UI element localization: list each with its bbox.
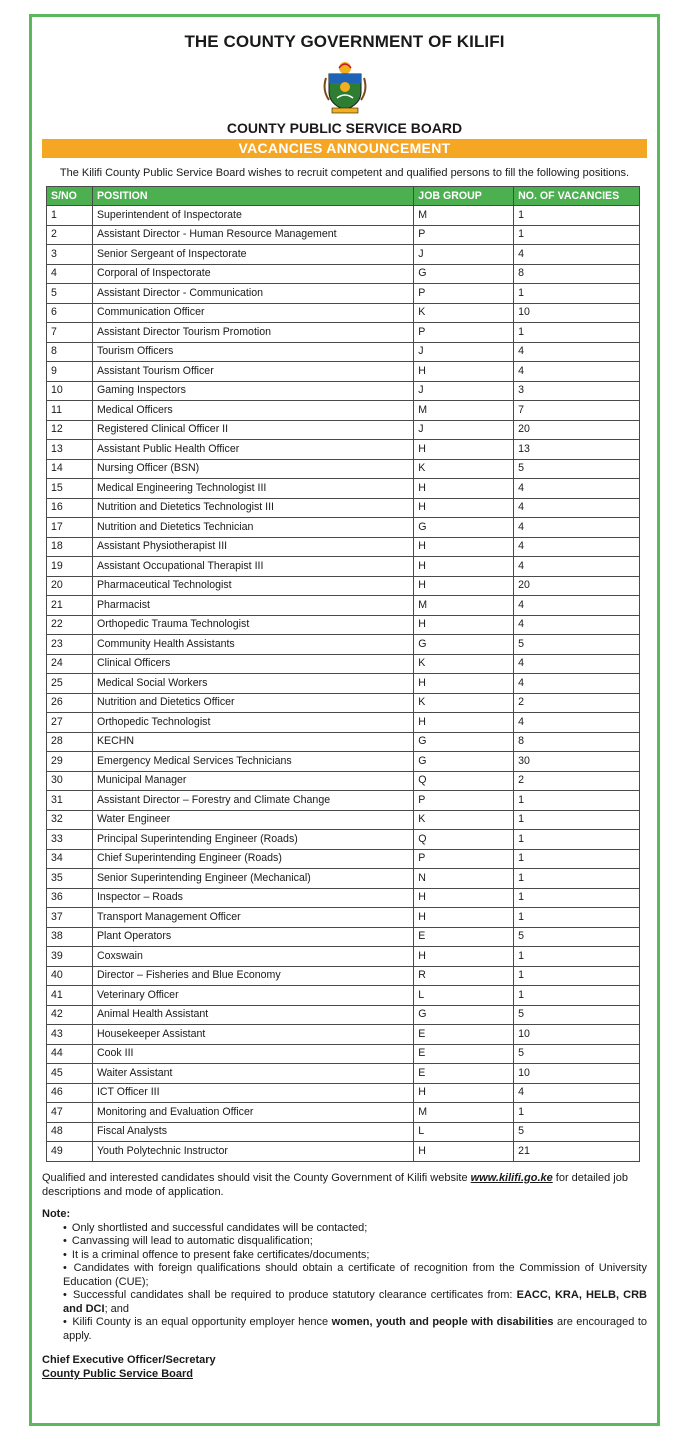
cell-vacancies: 2 bbox=[514, 771, 640, 791]
cell-sno: 27 bbox=[47, 713, 93, 733]
signature-title: Chief Executive Officer/Secretary bbox=[42, 1354, 216, 1366]
note-text: Canvassing will lead to automatic disqualification; bbox=[71, 1235, 313, 1247]
cell-vacancies: 5 bbox=[514, 635, 640, 655]
cell-vacancies: 20 bbox=[514, 420, 640, 440]
cell-job-group: E bbox=[414, 1025, 514, 1045]
cell-sno: 8 bbox=[47, 342, 93, 362]
cell-position: Senior Superintending Engineer (Mechanical) bbox=[92, 869, 413, 889]
cell-job-group: J bbox=[414, 381, 514, 401]
column-header-job-group: JOB GROUP bbox=[414, 187, 514, 206]
cell-vacancies: 21 bbox=[514, 1142, 640, 1162]
cell-position: Nursing Officer (BSN) bbox=[92, 459, 413, 479]
cell-job-group: E bbox=[414, 927, 514, 947]
note-text: It is a criminal offence to present fake certificates/documents; bbox=[71, 1248, 370, 1261]
cell-position: Corporal of Inspectorate bbox=[92, 264, 413, 284]
table-row bbox=[47, 1005, 640, 1025]
cell-sno: 32 bbox=[47, 810, 93, 830]
cell-job-group: H bbox=[414, 674, 514, 694]
cell-position: Waiter Assistant bbox=[92, 1064, 413, 1084]
cell-vacancies: 10 bbox=[514, 1064, 640, 1084]
cell-vacancies: 4 bbox=[514, 674, 640, 694]
note-text: ; and bbox=[104, 1302, 130, 1315]
cell-sno: 42 bbox=[47, 1005, 93, 1025]
table-row bbox=[47, 908, 640, 928]
cell-position: Nutrition and Dietetics Officer bbox=[92, 693, 413, 713]
cell-job-group: K bbox=[414, 693, 514, 713]
cell-job-group: H bbox=[414, 1142, 514, 1162]
cell-job-group: H bbox=[414, 576, 514, 596]
cell-sno: 16 bbox=[47, 498, 93, 518]
cell-job-group: G bbox=[414, 732, 514, 752]
cell-sno: 34 bbox=[47, 849, 93, 869]
column-header-vacancies: NO. OF VACANCIES bbox=[514, 187, 640, 206]
cell-job-group: H bbox=[414, 557, 514, 577]
table-row bbox=[47, 264, 640, 284]
cell-position: Communication Officer bbox=[92, 303, 413, 323]
cell-position: KECHN bbox=[92, 732, 413, 752]
cell-vacancies: 4 bbox=[514, 479, 640, 499]
cell-position: Housekeeper Assistant bbox=[92, 1025, 413, 1045]
cell-position: Inspector – Roads bbox=[92, 888, 413, 908]
note-text: Successful candidates shall be required to produce statutory clearance certificates from: bbox=[73, 1289, 517, 1301]
table-row bbox=[47, 459, 640, 479]
table-row bbox=[47, 986, 640, 1006]
cell-sno: 40 bbox=[47, 966, 93, 986]
cell-job-group: Q bbox=[414, 830, 514, 850]
cell-sno: 29 bbox=[47, 752, 93, 772]
cell-position: Assistant Director Tourism Promotion bbox=[92, 323, 413, 343]
table-row bbox=[47, 1083, 640, 1103]
cell-sno: 6 bbox=[47, 303, 93, 323]
cell-sno: 11 bbox=[47, 401, 93, 421]
cell-job-group: H bbox=[414, 537, 514, 557]
cell-job-group: H bbox=[414, 440, 514, 460]
table-row bbox=[47, 284, 640, 304]
cell-job-group: H bbox=[414, 713, 514, 733]
cell-vacancies: 5 bbox=[514, 1044, 640, 1064]
advert-frame bbox=[29, 14, 660, 1426]
cell-position: Registered Clinical Officer II bbox=[92, 420, 413, 440]
table-row bbox=[47, 1025, 640, 1045]
cell-position: Assistant Public Health Officer bbox=[92, 440, 413, 460]
cell-sno: 41 bbox=[47, 986, 93, 1006]
vacancies-banner: VACANCIES ANNOUNCEMENT bbox=[42, 139, 647, 158]
cell-job-group: M bbox=[414, 596, 514, 616]
note-text: Only shortlisted and successful candidates will be contacted; bbox=[71, 1221, 368, 1234]
cell-position: Youth Polytechnic Instructor bbox=[92, 1142, 413, 1162]
cell-position: Medical Officers bbox=[92, 401, 413, 421]
cell-job-group: G bbox=[414, 264, 514, 284]
cell-vacancies: 8 bbox=[514, 264, 640, 284]
cell-position: Orthopedic Trauma Technologist bbox=[92, 615, 413, 635]
table-row bbox=[47, 693, 640, 713]
cell-sno: 30 bbox=[47, 771, 93, 791]
column-header-sno: S/NO bbox=[47, 187, 93, 206]
table-row bbox=[47, 401, 640, 421]
cell-job-group: G bbox=[414, 518, 514, 538]
table-row bbox=[47, 1044, 640, 1064]
table-row bbox=[47, 342, 640, 362]
signature-block bbox=[42, 1353, 647, 1381]
table-row bbox=[47, 791, 640, 811]
cell-sno: 24 bbox=[47, 654, 93, 674]
table-row bbox=[47, 927, 640, 947]
cell-position: Cook III bbox=[92, 1044, 413, 1064]
cell-job-group: N bbox=[414, 869, 514, 889]
table-row bbox=[47, 596, 640, 616]
cell-position: Monitoring and Evaluation Officer bbox=[92, 1103, 413, 1123]
cell-job-group: H bbox=[414, 1083, 514, 1103]
cell-vacancies: 1 bbox=[514, 791, 640, 811]
cell-vacancies: 5 bbox=[514, 1122, 640, 1142]
cell-sno: 4 bbox=[47, 264, 93, 284]
instructions-text-after: for detailed job descriptions and mode of application. bbox=[42, 1171, 628, 1198]
cell-job-group: M bbox=[414, 206, 514, 226]
cell-vacancies: 4 bbox=[514, 342, 640, 362]
cell-sno: 3 bbox=[47, 245, 93, 265]
cell-position: Pharmaceutical Technologist bbox=[92, 576, 413, 596]
table-row bbox=[47, 1142, 640, 1162]
cell-vacancies: 8 bbox=[514, 732, 640, 752]
table-header-row bbox=[47, 187, 640, 206]
note-item: • Only shortlisted and successful candidates will be contacted; bbox=[63, 1221, 368, 1234]
cell-vacancies: 2 bbox=[514, 693, 640, 713]
cell-sno: 18 bbox=[47, 537, 93, 557]
cell-sno: 36 bbox=[47, 888, 93, 908]
table-row bbox=[47, 771, 640, 791]
table-row bbox=[47, 830, 640, 850]
cell-vacancies: 1 bbox=[514, 284, 640, 304]
table-row bbox=[47, 440, 640, 460]
website-link[interactable]: www.kilifi.go.ke bbox=[470, 1171, 553, 1184]
cell-vacancies: 13 bbox=[514, 440, 640, 460]
cell-position: Gaming Inspectors bbox=[92, 381, 413, 401]
cell-sno: 7 bbox=[47, 323, 93, 343]
cell-job-group: H bbox=[414, 498, 514, 518]
cell-position: Superintendent of Inspectorate bbox=[92, 206, 413, 226]
cell-vacancies: 10 bbox=[514, 303, 640, 323]
cell-job-group: M bbox=[414, 1103, 514, 1123]
cell-position: Nutrition and Dietetics Technician bbox=[92, 518, 413, 538]
table-row bbox=[47, 869, 640, 889]
cell-job-group: H bbox=[414, 908, 514, 928]
cell-position: Orthopedic Technologist bbox=[92, 713, 413, 733]
cell-vacancies: 20 bbox=[514, 576, 640, 596]
cell-job-group: G bbox=[414, 635, 514, 655]
cell-sno: 26 bbox=[47, 693, 93, 713]
note-item: • It is a criminal offence to present fake certificates/documents; bbox=[63, 1248, 370, 1261]
cell-position: Assistant Tourism Officer bbox=[92, 362, 413, 382]
cell-job-group: P bbox=[414, 849, 514, 869]
cell-vacancies: 7 bbox=[514, 401, 640, 421]
table-row bbox=[47, 518, 640, 538]
cell-vacancies: 1 bbox=[514, 888, 640, 908]
cell-job-group: H bbox=[414, 362, 514, 382]
cell-position: Municipal Manager bbox=[92, 771, 413, 791]
cell-job-group: H bbox=[414, 479, 514, 499]
cell-position: Director – Fisheries and Blue Economy bbox=[92, 966, 413, 986]
cell-vacancies: 1 bbox=[514, 966, 640, 986]
table-row bbox=[47, 362, 640, 382]
cell-sno: 2 bbox=[47, 225, 93, 245]
cell-job-group: K bbox=[414, 654, 514, 674]
cell-sno: 23 bbox=[47, 635, 93, 655]
cell-position: Plant Operators bbox=[92, 927, 413, 947]
note-bold-text: EACC, KRA, HELB, CRB and DCI bbox=[63, 1289, 647, 1315]
note-item: • Canvassing will lead to automatic disqualification; bbox=[63, 1235, 313, 1247]
cell-position: Tourism Officers bbox=[92, 342, 413, 362]
note-item: • Successful candidates shall be required to produce statutory clearance certificates from: EACC, KRA, HELB, CRB and DCI; and bbox=[63, 1289, 647, 1315]
cell-vacancies: 5 bbox=[514, 459, 640, 479]
cell-vacancies: 1 bbox=[514, 830, 640, 850]
cell-sno: 14 bbox=[47, 459, 93, 479]
table-row bbox=[47, 713, 640, 733]
note-item: • Kilifi County is an equal opportunity employer hence women, youth and people with disabilities are encouraged to apply. bbox=[63, 1316, 648, 1342]
table-row bbox=[47, 947, 640, 967]
cell-job-group: K bbox=[414, 810, 514, 830]
table-row bbox=[47, 752, 640, 772]
cell-vacancies: 4 bbox=[514, 596, 640, 616]
cell-job-group: J bbox=[414, 420, 514, 440]
cell-sno: 5 bbox=[47, 284, 93, 304]
table-row bbox=[47, 479, 640, 499]
cell-position: Assistant Occupational Therapist III bbox=[92, 557, 413, 577]
table-row bbox=[47, 674, 640, 694]
cell-vacancies: 1 bbox=[514, 869, 640, 889]
cell-job-group: G bbox=[414, 752, 514, 772]
cell-sno: 21 bbox=[47, 596, 93, 616]
cell-sno: 33 bbox=[47, 830, 93, 850]
table-body bbox=[47, 206, 640, 1162]
note-text: are encouraged to apply. bbox=[63, 1316, 648, 1342]
cell-position: Assistant Director - Communication bbox=[92, 284, 413, 304]
cell-sno: 28 bbox=[47, 732, 93, 752]
cell-sno: 48 bbox=[47, 1122, 93, 1142]
cell-sno: 31 bbox=[47, 791, 93, 811]
cell-sno: 25 bbox=[47, 674, 93, 694]
cell-vacancies: 5 bbox=[514, 1005, 640, 1025]
table-row bbox=[47, 966, 640, 986]
cell-vacancies: 1 bbox=[514, 908, 640, 928]
table-row bbox=[47, 1122, 640, 1142]
cell-sno: 17 bbox=[47, 518, 93, 538]
table-row bbox=[47, 732, 640, 752]
cell-vacancies: 4 bbox=[514, 537, 640, 557]
table-row bbox=[47, 1103, 640, 1123]
cell-position: Veterinary Officer bbox=[92, 986, 413, 1006]
cell-position: ICT Officer III bbox=[92, 1083, 413, 1103]
cell-position: Assistant Physiotherapist III bbox=[92, 537, 413, 557]
table-row bbox=[47, 245, 640, 265]
cell-job-group: E bbox=[414, 1064, 514, 1084]
cell-sno: 10 bbox=[47, 381, 93, 401]
cell-vacancies: 4 bbox=[514, 1083, 640, 1103]
cell-position: Clinical Officers bbox=[92, 654, 413, 674]
cell-sno: 9 bbox=[47, 362, 93, 382]
cell-vacancies: 1 bbox=[514, 849, 640, 869]
cell-sno: 13 bbox=[47, 440, 93, 460]
cell-position: Transport Management Officer bbox=[92, 908, 413, 928]
cell-job-group: H bbox=[414, 615, 514, 635]
cell-vacancies: 1 bbox=[514, 810, 640, 830]
table-row bbox=[47, 810, 640, 830]
table-row bbox=[47, 615, 640, 635]
cell-sno: 19 bbox=[47, 557, 93, 577]
board-title: COUNTY PUBLIC SERVICE BOARD bbox=[226, 120, 463, 136]
cell-position: Assistant Director – Forestry and Climate Change bbox=[92, 791, 413, 811]
cell-vacancies: 4 bbox=[514, 245, 640, 265]
table-row bbox=[47, 849, 640, 869]
cell-job-group: J bbox=[414, 342, 514, 362]
table-row bbox=[47, 420, 640, 440]
cell-position: Nutrition and Dietetics Technologist III bbox=[92, 498, 413, 518]
cell-job-group: P bbox=[414, 791, 514, 811]
table-row bbox=[47, 537, 640, 557]
note-text: Candidates with foreign qualifications should obtain a certificate of recognition from the Commission of University Education (CUE); bbox=[63, 1262, 647, 1288]
cell-vacancies: 4 bbox=[514, 518, 640, 538]
cell-position: Emergency Medical Services Technicians bbox=[92, 752, 413, 772]
table-row bbox=[47, 635, 640, 655]
notes-list bbox=[42, 1222, 647, 1344]
table-row bbox=[47, 206, 640, 226]
intro-text: The Kilifi County Public Service Board wishes to recruit competent and qualified persons to fill the following positions. bbox=[59, 167, 630, 179]
cell-sno: 22 bbox=[47, 615, 93, 635]
cell-sno: 20 bbox=[47, 576, 93, 596]
vacancies-table bbox=[46, 186, 640, 1162]
cell-sno: 49 bbox=[47, 1142, 93, 1162]
cell-position: Chief Superintending Engineer (Roads) bbox=[92, 849, 413, 869]
note-bold-text: women, youth and people with disabilities bbox=[331, 1316, 554, 1328]
table-row bbox=[47, 303, 640, 323]
cell-job-group: K bbox=[414, 459, 514, 479]
county-title: THE COUNTY GOVERNMENT OF KILIFI bbox=[184, 32, 505, 51]
cell-position: Fiscal Analysts bbox=[92, 1122, 413, 1142]
cell-job-group: L bbox=[414, 1122, 514, 1142]
cell-vacancies: 1 bbox=[514, 323, 640, 343]
cell-job-group: L bbox=[414, 986, 514, 1006]
cell-job-group: R bbox=[414, 966, 514, 986]
cell-sno: 15 bbox=[47, 479, 93, 499]
cell-job-group: G bbox=[414, 1005, 514, 1025]
cell-position: Community Health Assistants bbox=[92, 635, 413, 655]
cell-vacancies: 1 bbox=[514, 206, 640, 226]
instructions-text-before: Qualified and interested candidates should visit the County Government of Kilifi website bbox=[42, 1171, 471, 1184]
cell-sno: 38 bbox=[47, 927, 93, 947]
table-row bbox=[47, 576, 640, 596]
cell-vacancies: 4 bbox=[514, 615, 640, 635]
cell-vacancies: 4 bbox=[514, 557, 640, 577]
cell-vacancies: 5 bbox=[514, 927, 640, 947]
column-header-position: POSITION bbox=[92, 187, 413, 206]
cell-job-group: M bbox=[414, 401, 514, 421]
cell-vacancies: 1 bbox=[514, 986, 640, 1006]
cell-vacancies: 30 bbox=[514, 752, 640, 772]
cell-position: Medical Engineering Technologist III bbox=[92, 479, 413, 499]
county-coat-of-arms-icon bbox=[320, 58, 370, 114]
cell-vacancies: 4 bbox=[514, 713, 640, 733]
cell-position: Water Engineer bbox=[92, 810, 413, 830]
note-item: • Candidates with foreign qualifications should obtain a certificate of recognition from the Commission of University Education (CUE); bbox=[63, 1262, 647, 1288]
cell-sno: 35 bbox=[47, 869, 93, 889]
cell-job-group: P bbox=[414, 284, 514, 304]
cell-vacancies: 1 bbox=[514, 225, 640, 245]
cell-vacancies: 1 bbox=[514, 1103, 640, 1123]
table-row bbox=[47, 654, 640, 674]
cell-job-group: H bbox=[414, 888, 514, 908]
cell-sno: 44 bbox=[47, 1044, 93, 1064]
cell-job-group: K bbox=[414, 303, 514, 323]
advert-content bbox=[42, 17, 647, 1381]
cell-sno: 37 bbox=[47, 908, 93, 928]
cell-position: Assistant Director - Human Resource Management bbox=[92, 225, 413, 245]
application-instructions bbox=[42, 1171, 647, 1199]
cell-sno: 39 bbox=[47, 947, 93, 967]
cell-vacancies: 1 bbox=[514, 947, 640, 967]
cell-sno: 12 bbox=[47, 420, 93, 440]
cell-sno: 1 bbox=[47, 206, 93, 226]
cell-position: Senior Sergeant of Inspectorate bbox=[92, 245, 413, 265]
cell-sno: 43 bbox=[47, 1025, 93, 1045]
note-text: Kilifi County is an equal opportunity employer hence bbox=[72, 1316, 332, 1328]
cell-vacancies: 4 bbox=[514, 362, 640, 382]
signature-board: County Public Service Board bbox=[42, 1368, 193, 1380]
table-row bbox=[47, 888, 640, 908]
table-row bbox=[47, 323, 640, 343]
cell-vacancies: 10 bbox=[514, 1025, 640, 1045]
cell-vacancies: 4 bbox=[514, 654, 640, 674]
cell-job-group: P bbox=[414, 323, 514, 343]
cell-job-group: E bbox=[414, 1044, 514, 1064]
cell-vacancies: 4 bbox=[514, 498, 640, 518]
note-label: Note: bbox=[42, 1207, 71, 1220]
cell-position: Pharmacist bbox=[92, 596, 413, 616]
cell-position: Animal Health Assistant bbox=[92, 1005, 413, 1025]
cell-job-group: P bbox=[414, 225, 514, 245]
cell-position: Medical Social Workers bbox=[92, 674, 413, 694]
cell-vacancies: 3 bbox=[514, 381, 640, 401]
cell-job-group: Q bbox=[414, 771, 514, 791]
cell-position: Principal Superintending Engineer (Roads) bbox=[92, 830, 413, 850]
table-row bbox=[47, 225, 640, 245]
cell-job-group: H bbox=[414, 947, 514, 967]
cell-position: Coxswain bbox=[92, 947, 413, 967]
table-row bbox=[47, 381, 640, 401]
table-row bbox=[47, 1064, 640, 1084]
cell-sno: 47 bbox=[47, 1103, 93, 1123]
table-row bbox=[47, 498, 640, 518]
table-row bbox=[47, 557, 640, 577]
cell-sno: 46 bbox=[47, 1083, 93, 1103]
cell-job-group: J bbox=[414, 245, 514, 265]
cell-sno: 45 bbox=[47, 1064, 93, 1084]
